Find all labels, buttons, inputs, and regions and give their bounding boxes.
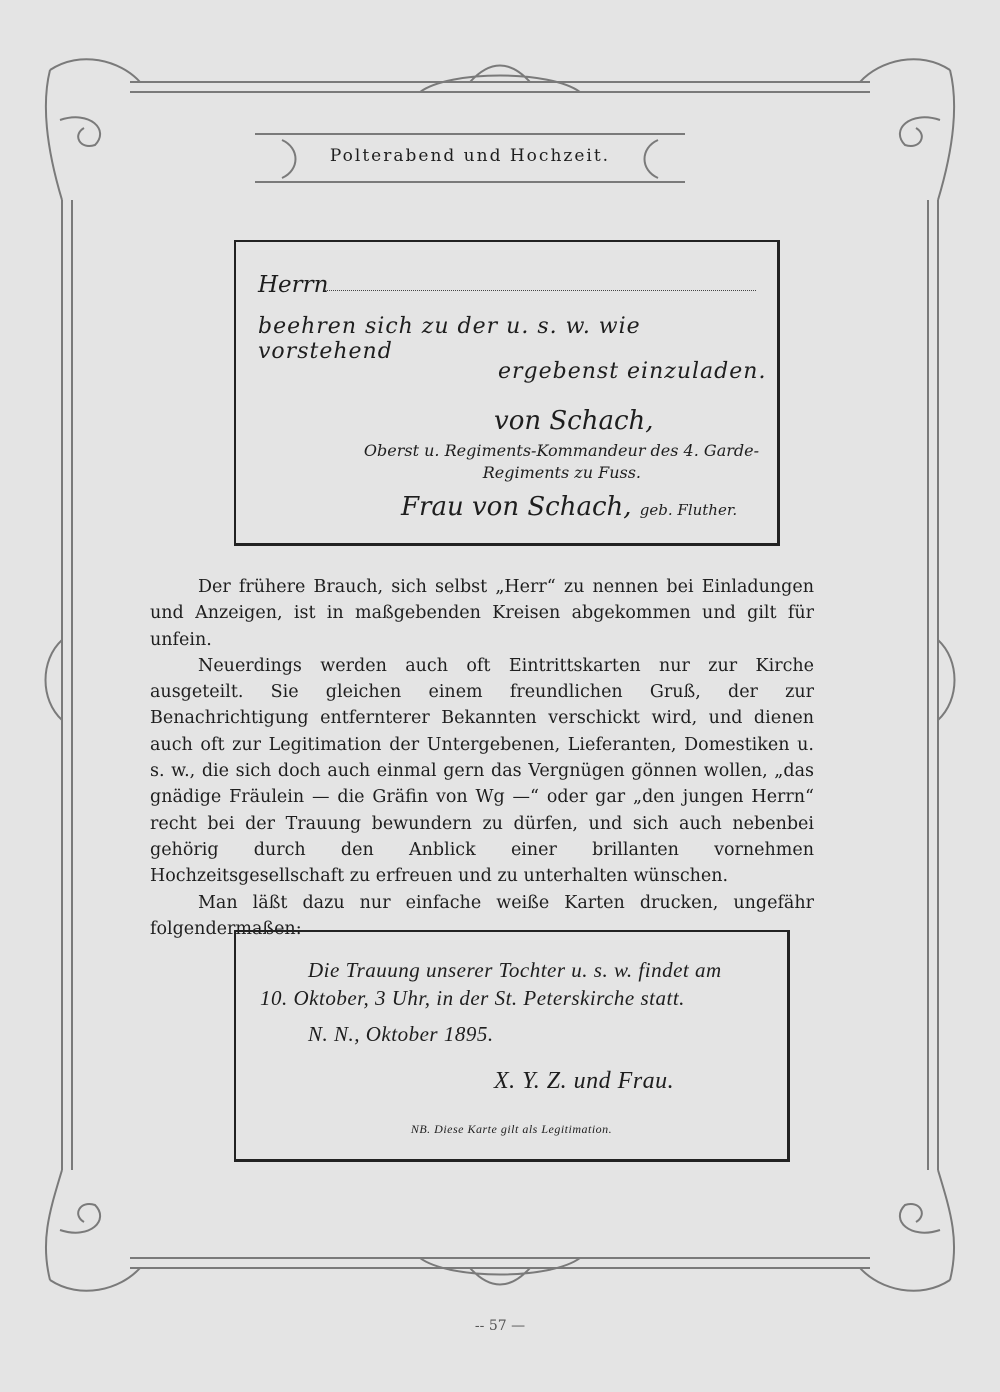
admission-card-note: NB. Diese Karte gilt als Legitimation.: [410, 1122, 613, 1136]
card-role-line-2: Regiments zu Fuss.: [482, 463, 641, 482]
card-invitation-line-2: ergebenst einzuladen.: [498, 359, 767, 384]
dotted-name-line: [324, 290, 756, 291]
card-signature-wife: [401, 492, 737, 522]
body-text: [150, 574, 814, 942]
paragraph-3: Man läßt dazu nur einfache weiße Karten drucken, ungefähr folgendermaßen:: [150, 892, 814, 939]
card-signature-wife-name: Frau von Schach,: [401, 492, 632, 522]
running-head: [255, 128, 685, 190]
paragraph-2: Neuerdings werden auch oft Eintrittskarten nur zur Kirche ausgeteilt. Sie gleichen einem freundlichen Gruß, der zur Benachrichtigung entfernterer Bekannten verschickt wird, und dienen auch oft zur Legitimation der Untergebenen, Lieferanten, Domestiken u. s. w., die sich doch auch einmal gern das Vergnügen gönnen wollen, „das gnädige Fräulein — die Gräfin von Wg —“ oder gar „den jungen Herrn“ recht bei der Trauung bewundern zu dürfen, und sich auch nebenbei gehörig durch den Anblick einer brillanten vornehmen Hochzeitsgesellschaft zu erfreuen und zu unterhalten wünschen.: [150, 655, 814, 887]
card-signature-wife-note: geb. Fluther.: [639, 501, 738, 519]
admission-card-line-1: Die Trauung unserer Tochter u. s. w. findet am: [308, 958, 722, 982]
paragraph-1: Der frühere Brauch, sich selbst „Herr“ zu nennen bei Einladungen und Anzeigen, ist in maßgebenden Kreisen abgekommen und gilt für unfein.: [150, 577, 814, 650]
card-signature-role: [236, 440, 759, 484]
church-admission-card: [234, 930, 790, 1162]
admission-card-signature: X. Y. Z. und Frau.: [494, 1068, 675, 1094]
admission-card-line-2: 10. Oktober, 3 Uhr, in der St. Peterskirche statt.: [260, 986, 685, 1010]
invitation-card: [234, 240, 780, 546]
card-role-line-1: Oberst u. Regiments-Kommandeur des 4. Garde-: [363, 441, 759, 460]
page-number: -- 57 —: [474, 1318, 526, 1334]
card-signature-husband: von Schach,: [494, 406, 654, 436]
card-invitation-line-1: beehren sich zu der u. s. w. wie vorstehend: [258, 314, 641, 364]
card-salutation: Herrn: [258, 272, 329, 298]
admission-card-line-3: N. N., Oktober 1895.: [308, 1022, 494, 1046]
running-head-title: Polterabend und Hochzeit.: [329, 146, 611, 166]
